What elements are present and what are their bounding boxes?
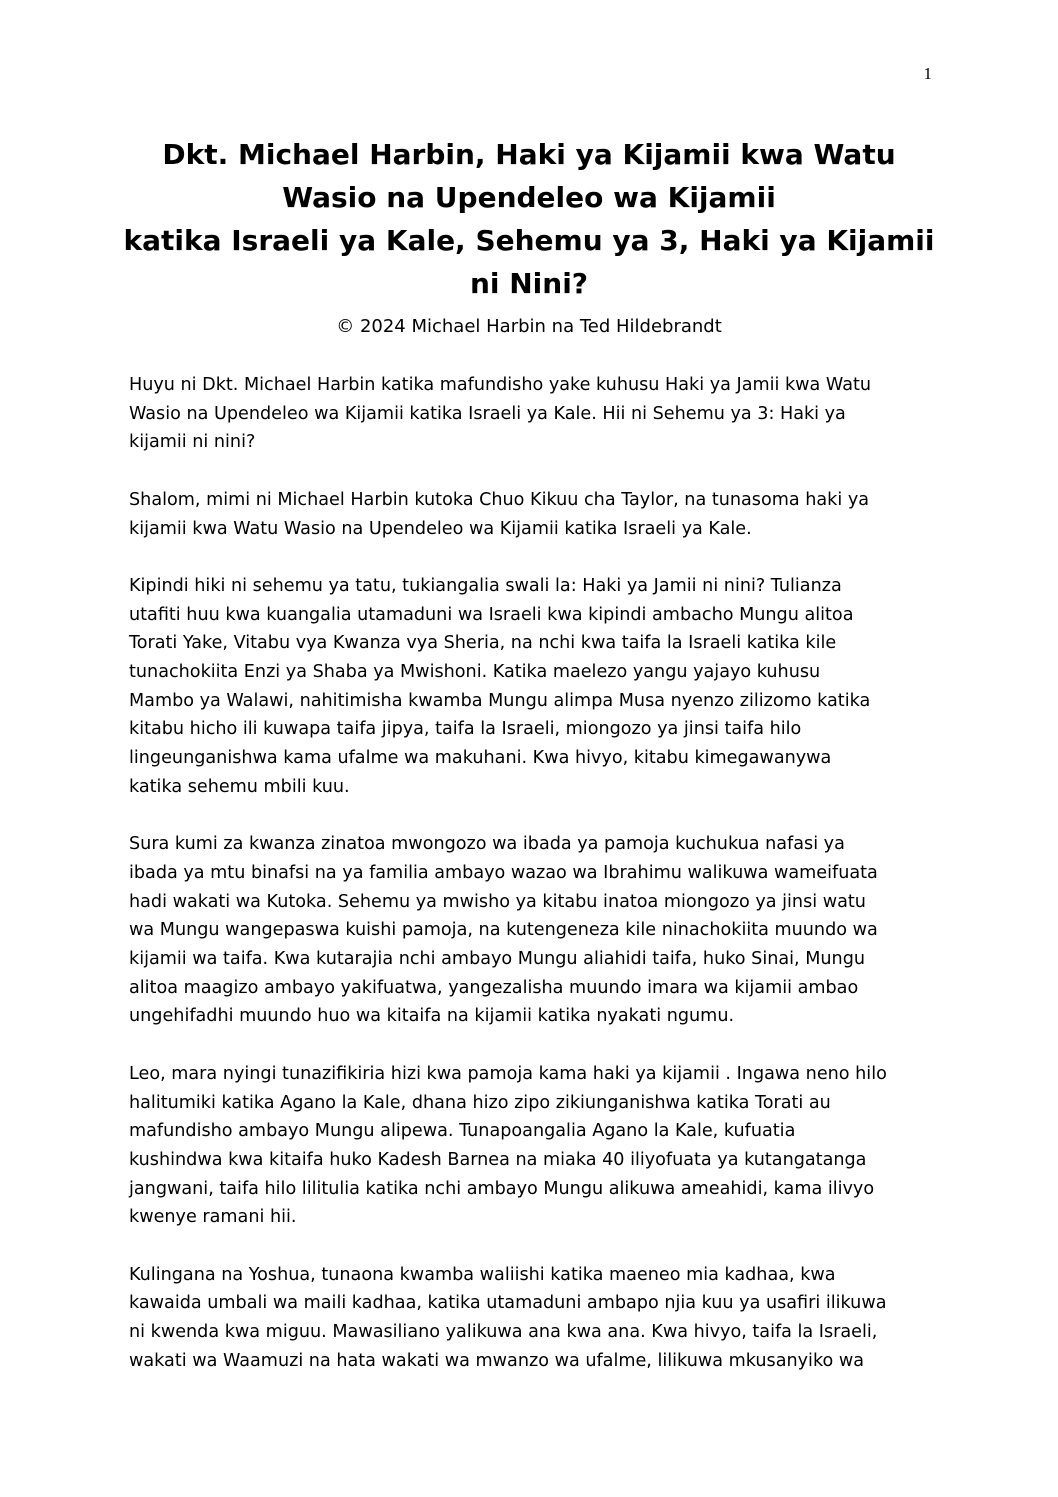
- text-line: hadi wakati wa Kutoka. Sehemu ya mwisho ya kitabu inatoa miongozo ya jinsi watu: [129, 891, 866, 912]
- title-line: Dkt. Michael Harbin, Haki ya Kijamii kwa Watu: [162, 138, 896, 171]
- text-line: kwenye ramani hii.: [129, 1207, 297, 1228]
- text-line: Kipindi hiki ni sehemu ya tatu, tukiangalia swali la: Haki ya Jamii ni nini? Tulianza: [129, 575, 842, 596]
- text-line: alitoa maagizo ambayo yakifuatwa, yangezalisha muundo imara wa kijamii ambao: [129, 977, 859, 998]
- text-line: lingeunganishwa kama ufalme wa makuhani. Kwa hivyo, kitabu kimegawanywa: [129, 748, 832, 769]
- text-line: Sura kumi za kwanza zinatoa mwongozo wa ibada ya pamoja kuchukua nafasi ya: [129, 834, 845, 855]
- text-line: Torati Yake, Vitabu vya Kwanza vya Sheria, na nchi kwa taifa la Israeli katika kile: [129, 633, 837, 654]
- document-title: [120, 133, 938, 305]
- paragraph-social-justice: [129, 1060, 944, 1232]
- text-line: utafiti huu kwa kuangalia utamaduni wa Israeli kwa kipindi ambacho Mungu alitoa: [129, 604, 854, 625]
- text-line: jangwani, taifa hilo lilitulia katika nchi ambayo Mungu alikuwa ameahidi, kama ilivyo: [129, 1178, 875, 1199]
- text-line: mafundisho ambayo Mungu alipewa. Tunapoangalia Agano la Kale, kufuatia: [129, 1121, 796, 1142]
- text-line: Mambo ya Walawi, nahitimisha kwamba Mungu alimpa Musa nyenzo zilizomo katika: [129, 690, 871, 711]
- copyright-notice: © 2024 Michael Harbin na Ted Hildebrandt: [336, 316, 722, 337]
- text-line: wa Mungu wangepaswa kuishi pamoja, na kutengeneza kile ninachokiita muundo wa: [129, 920, 878, 941]
- paragraph-joshua: [129, 1261, 944, 1376]
- text-line: kitabu hicho ili kuwapa taifa jipya, taifa la Israeli, miongozo ya jinsi taifa hilo: [129, 719, 802, 740]
- text-line: Wasio na Upendeleo wa Kijamii katika Israeli ya Kale. Hii ni Sehemu ya 3: Haki ya: [129, 403, 846, 424]
- text-line: Huyu ni Dkt. Michael Harbin katika mafundisho yake kuhusu Haki ya Jamii kwa Watu: [129, 375, 872, 395]
- body-text: [129, 371, 944, 1404]
- paragraph-intro: [129, 371, 944, 457]
- text-line: wakati wa Waamuzi na hata wakati wa mwanzo wa ufalme, lilikuwa mkusanyiko wa: [129, 1350, 865, 1371]
- text-line: Kulingana na Yoshua, tunaona kwamba waliishi katika maeneo mia kadhaa, kwa: [129, 1264, 836, 1285]
- title-line: katika Israeli ya Kale, Sehemu ya 3, Haki ya Kijamii: [123, 224, 935, 257]
- text-line: halitumiki katika Agano la Kale, dhana hizo zipo zikiunganishwa katika Torati au: [129, 1092, 831, 1113]
- title-line: Wasio na Upendeleo wa Kijamii: [282, 181, 776, 214]
- text-line: ungehifadhi muundo huo wa kitaifa na kijamii katika nyakati ngumu.: [129, 1006, 735, 1027]
- text-line: kijamii ni nini?: [129, 432, 256, 453]
- text-line: tunachokiita Enzi ya Shaba ya Mwishoni. Katika maelezo yangu yajayo kuhusu: [129, 662, 821, 682]
- text-line: ibada ya mtu binafsi na ya familia ambayo wazao wa Ibrahimu walikuwa wameifuata: [129, 862, 878, 883]
- text-line: kushindwa kwa kitaifa huko Kadesh Barnea na miaka 40 iliyofuata ya kutangatanga: [129, 1149, 867, 1170]
- page-number: 1: [923, 64, 932, 83]
- text-line: Shalom, mimi ni Michael Harbin kutoka Chuo Kikuu cha Taylor, na tunasoma haki ya: [129, 489, 870, 510]
- text-line: kijamii kwa Watu Wasio na Upendeleo wa Kijamii katika Israeli ya Kale.: [129, 518, 752, 539]
- text-line: kijamii wa taifa. Kwa kutarajia nchi ambayo Mungu aliahidi taifa, huko Sinai, Mungu: [129, 949, 866, 970]
- text-line: Leo, mara nyingi tunazifikiria hizi kwa pamoja kama haki ya kijamii . Ingawa neno hilo: [129, 1063, 887, 1084]
- paragraph-episode: [129, 572, 944, 802]
- paragraph-greeting: [129, 486, 944, 543]
- title-line: ni Nini?: [469, 267, 589, 300]
- text-line: kawaida umbali wa maili kadhaa, katika utamaduni ambapo njia kuu ya usafiri ilikuwa: [129, 1293, 887, 1314]
- text-line: ni kwenda kwa miguu. Mawasiliano yalikuwa ana kwa ana. Kwa hivyo, taifa la Israeli,: [129, 1322, 878, 1343]
- paragraph-chapters: [129, 830, 944, 1031]
- text-line: katika sehemu mbili kuu.: [129, 776, 350, 797]
